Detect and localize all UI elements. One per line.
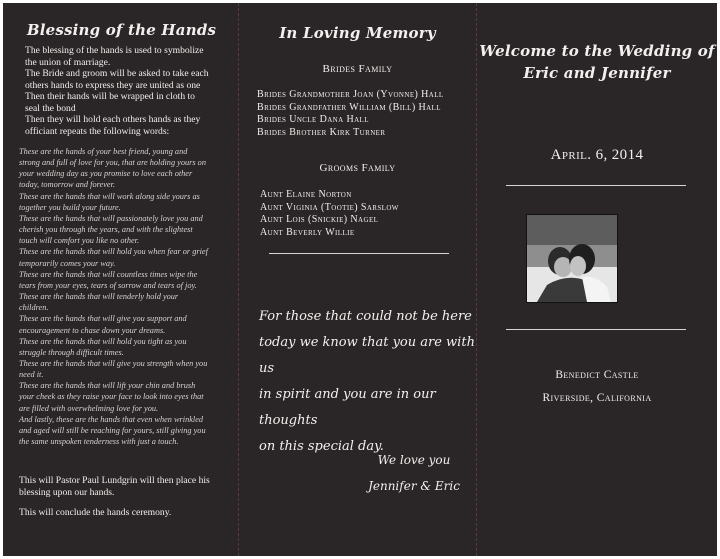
intro-line: officiant repeats the following words: <box>25 125 170 137</box>
memorial-message <box>259 304 476 460</box>
memorial-line: For those that could not be here <box>259 309 472 324</box>
blessing-line: These are the hands that will give you support and <box>19 314 187 324</box>
wedding-date: April. 6, 2014 <box>550 147 644 163</box>
blessing-line: today, tomorrow and forever. <box>19 180 115 190</box>
blessing-line: These are the hands that will countless times wipe the <box>19 269 198 279</box>
blessing-line: need it. <box>19 370 44 380</box>
blessing-intro <box>19 45 224 137</box>
intro-line: Then their hands will be wrapped in cloth to <box>25 91 195 102</box>
welcome-panel <box>477 3 717 556</box>
blessing-line: tears from your eyes, tears of sorrow and tears of joy. <box>19 280 197 290</box>
intro-line: The blessing of the hands is used to symbolize <box>25 45 204 56</box>
blessing-line: temporarily comes your way. <box>19 258 116 268</box>
divider <box>506 185 686 186</box>
list-item: Brides Brother Kirk Turner <box>257 126 386 138</box>
list-item: Aunt Elaine Norton <box>260 189 352 200</box>
blessing-line: and aged will still be reaching for yours, still giving you <box>19 425 206 435</box>
blessing-line: your wedding day as you promise to love each other <box>19 169 193 179</box>
blessing-line: These are the hands that will passionately love you and <box>19 213 203 223</box>
list-item: Aunt Viginia (Tootie) Sarslow <box>260 201 399 213</box>
blessing-line: cherish you through the years, and with the slightest <box>19 225 193 235</box>
memorial-line: today we know that you are with us <box>259 335 475 376</box>
blessing-closing <box>19 475 224 519</box>
list-item: Aunt Lois (Snickie) Nagel <box>260 214 379 226</box>
list-item: Aunt Beverly Willie <box>260 226 355 238</box>
grooms-family-heading: Grooms Family <box>319 162 396 174</box>
closing-line: blessing upon our hands. <box>19 486 115 498</box>
sign-off <box>354 447 474 499</box>
intro-line: seal the bond <box>25 102 76 114</box>
blessing-line: encouragement to chase down your dreams. <box>19 325 166 335</box>
intro-line: the union of marriage. <box>25 56 111 68</box>
blessing-line: strong and full of love for you, that are holding yours on <box>19 158 206 168</box>
blessing-line: These are the hands that will hold you when fear or grief <box>19 247 208 257</box>
blessing-line: are filled with overwhelming love for you. <box>19 403 159 413</box>
venue-name: Benedict Castle <box>555 369 639 381</box>
closing-paragraph-2: This will conclude the hands ceremony. <box>19 507 172 519</box>
intro-line: Then they will hold each others hands as they <box>25 114 201 125</box>
closing-line: This will Pastor Paul Lundgrin will then place his <box>19 475 210 487</box>
blessing-line: These are the hands that will give you strength when you <box>19 358 208 368</box>
brides-family-list <box>257 89 444 139</box>
intro-line: The Bride and groom will be asked to take each <box>25 68 209 79</box>
grooms-family-list <box>260 189 399 239</box>
couple-photo-image <box>527 215 617 302</box>
divider <box>506 329 686 330</box>
list-item: Brides Grandfather William (Bill) Hall <box>257 101 441 113</box>
blessing-line: touch will comfort you like no other. <box>19 236 140 246</box>
memorial-line: in spirit and you are in our thoughts <box>259 387 436 428</box>
couple-names: Eric and Jennifer <box>523 64 671 82</box>
blessing-line: These are the hands that will work along side yours as <box>19 191 200 201</box>
signature: Jennifer & Eric <box>368 479 460 493</box>
blessing-line: These are the hands that will tenderly hold your <box>19 292 179 302</box>
intro-line: others hands to express they are united as one <box>25 79 201 91</box>
welcome-heading <box>477 40 717 84</box>
list-item: Brides Grandmother Joan (Yvonne) Hall <box>257 89 444 100</box>
brides-family-heading: Brides Family <box>322 63 393 75</box>
blessing-line: And lastly, these are the hands that even when wrinkled <box>19 414 204 424</box>
list-item: Brides Uncle Dana Hall <box>257 114 369 126</box>
venue-city: Riverside, California <box>542 392 652 404</box>
blessing-line: These are the hands that will hold you tight as you <box>19 336 187 346</box>
divider <box>269 253 449 254</box>
blessing-panel <box>3 3 239 556</box>
blessing-line: the same unspoken tenderness with just a touch. <box>19 437 179 447</box>
blessing-line: together you build your future. <box>19 202 121 212</box>
sign-off-text: We love you <box>377 453 451 467</box>
blessing-title: Blessing of the Hands <box>26 21 217 39</box>
memorial-line: on this special day. <box>259 439 384 454</box>
blessing-line: struggle through difficult times. <box>19 347 124 357</box>
memory-title: In Loving Memory <box>279 24 436 42</box>
blessing-line: children. <box>19 303 49 313</box>
closing-paragraph-1 <box>19 475 224 498</box>
blessing-line: These are the hands that will lift your chin and brush <box>19 381 196 391</box>
memory-panel <box>239 3 477 556</box>
blessing-line: your cheek as they raise your face to look into eyes that <box>19 392 204 402</box>
couple-photo <box>526 214 618 303</box>
welcome-line: Welcome to the Wedding of <box>479 42 715 60</box>
blessing-line: These are the hands of your best friend, young and <box>19 147 188 156</box>
wedding-program <box>3 3 717 556</box>
blessing-words <box>19 146 224 447</box>
